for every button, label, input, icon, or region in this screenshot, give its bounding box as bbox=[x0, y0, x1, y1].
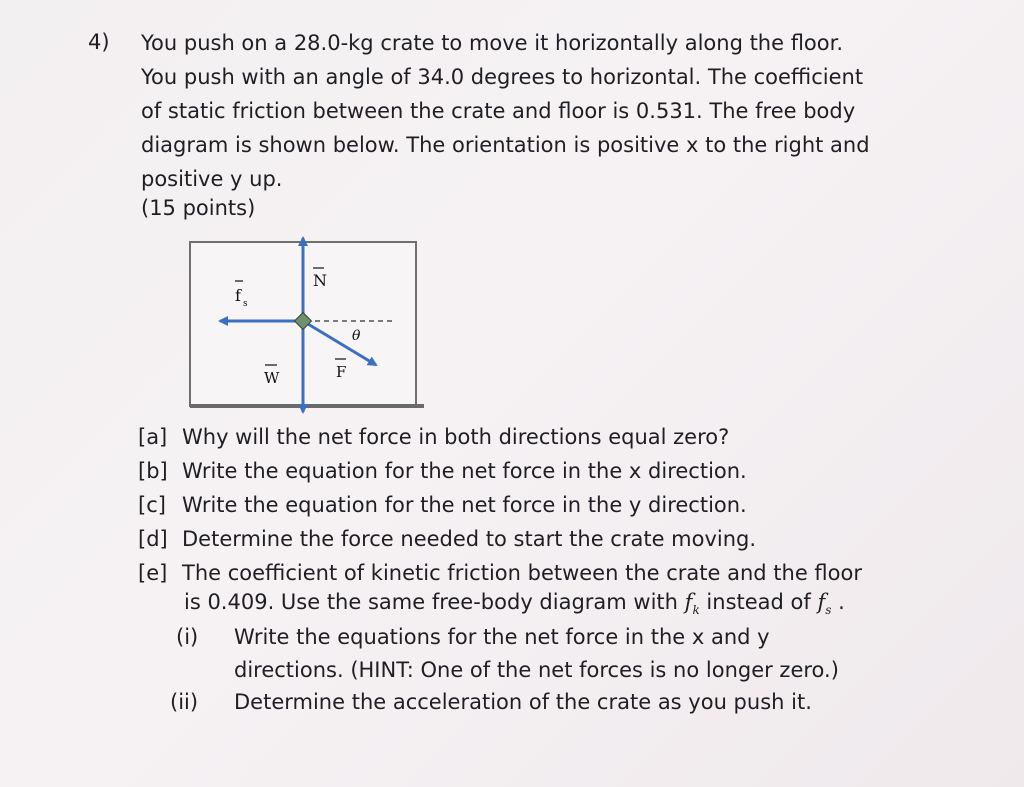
weight-label: W bbox=[264, 369, 280, 387]
question-e bbox=[138, 556, 988, 590]
problem-statement bbox=[141, 26, 961, 196]
fk-symbol: f bbox=[684, 590, 693, 614]
question-text: Write the equation for the net force in the x direction. bbox=[182, 459, 747, 483]
angle-label: θ bbox=[352, 328, 361, 344]
sub-question-i-line1: Write the equations for the net force in the x and y bbox=[234, 625, 770, 649]
kinetic-friction-symbol bbox=[684, 590, 700, 618]
question-text: Write the equation for the net force in the y direction. bbox=[182, 493, 747, 517]
question-b bbox=[138, 454, 988, 488]
normal-label: N bbox=[313, 271, 327, 290]
free-body-svg bbox=[186, 226, 446, 420]
question-a bbox=[138, 420, 988, 454]
statement-line: You push on a 28.0-kg crate to move it horizontally along the floor. bbox=[141, 31, 844, 55]
continuation-mid: instead of bbox=[706, 590, 811, 614]
problem-number: 4) bbox=[88, 30, 110, 54]
statement-line: of static friction between the crate and floor is 0.531. The free body bbox=[141, 99, 856, 123]
continuation-end: . bbox=[838, 590, 845, 614]
free-body-diagram bbox=[186, 226, 446, 420]
friction-label: f bbox=[235, 286, 241, 305]
question-list bbox=[138, 420, 988, 590]
static-friction-symbol bbox=[817, 590, 832, 618]
force-label: F bbox=[336, 363, 347, 381]
sub-question-ii-text: Determine the acceleration of the crate as you push it. bbox=[234, 690, 812, 714]
continuation-text: is 0.409. Use the same free-body diagram with bbox=[184, 590, 678, 614]
question-tag: [b] bbox=[138, 459, 168, 483]
sub-question-i-tag: (i) bbox=[176, 625, 199, 649]
question-text: The coefficient of kinetic friction between the crate and the floor bbox=[182, 561, 862, 585]
question-d bbox=[138, 522, 988, 556]
statement-line: You push with an angle of 34.0 degrees to horizontal. The coefficient bbox=[141, 65, 864, 89]
question-c bbox=[138, 488, 988, 522]
question-tag: [d] bbox=[138, 527, 168, 551]
fs-subscript: s bbox=[825, 603, 832, 618]
question-text: Why will the net force in both directions equal zero? bbox=[182, 425, 730, 449]
statement-line: positive y up. bbox=[141, 167, 283, 191]
question-e-continuation bbox=[184, 590, 845, 617]
fk-subscript: k bbox=[692, 603, 700, 618]
question-tag: [c] bbox=[138, 493, 166, 517]
question-text: Determine the force needed to start the crate moving. bbox=[182, 527, 757, 551]
fs-symbol: f bbox=[817, 590, 826, 614]
question-tag: [e] bbox=[138, 561, 168, 585]
points-label: (15 points) bbox=[141, 196, 256, 220]
question-tag: [a] bbox=[138, 425, 168, 449]
statement-line: diagram is shown below. The orientation is positive x to the right and bbox=[141, 133, 870, 157]
friction-subscript: s bbox=[243, 299, 248, 309]
sub-question-i-line2: directions. (HINT: One of the net forces is no longer zero.) bbox=[234, 658, 839, 682]
sub-question-ii-tag: (ii) bbox=[170, 690, 199, 714]
